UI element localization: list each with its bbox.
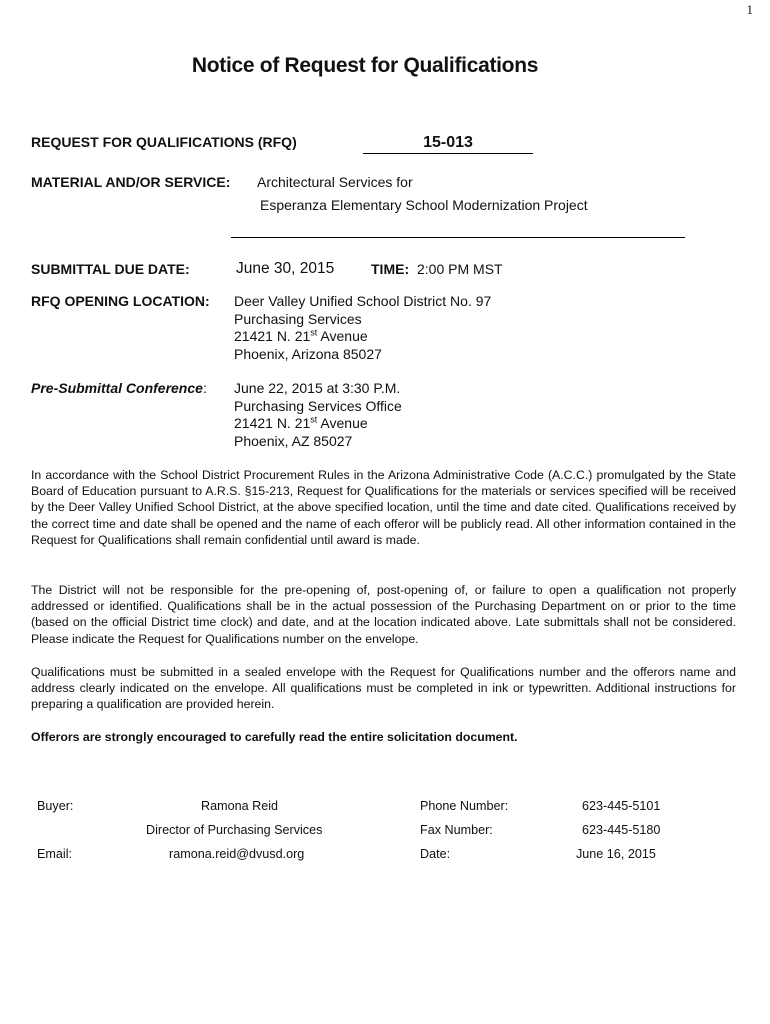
phone-label: Phone Number: bbox=[420, 799, 509, 813]
conference-label: Pre-Submittal Conference: bbox=[31, 380, 207, 396]
material-label: MATERIAL AND/OR SERVICE: bbox=[31, 174, 231, 190]
submittal-time: 2:00 PM MST bbox=[417, 261, 503, 277]
buyer-title: Director of Purchasing Services bbox=[146, 823, 323, 837]
opening-address-line-3: 21421 N. 21st Avenue bbox=[234, 327, 368, 344]
notice-date: June 16, 2015 bbox=[576, 847, 656, 861]
rfq-number: 15-013 bbox=[363, 134, 533, 154]
phone-number: 623-445-5101 bbox=[582, 799, 661, 813]
solicitation-notice: Offerors are strongly encouraged to carefully read the entire solicitation document. bbox=[31, 730, 518, 744]
paragraph-submission: Qualifications must be submitted in a sealed envelope with the Request for Qualifications number and the offerors name and address clearly indicated on the envelope. All qualifications must be completed in ink or typewritten. Additional instructions for preparing a qualification are provided herein. bbox=[31, 665, 736, 712]
opening-address-line-2: Purchasing Services bbox=[234, 310, 362, 327]
date-label: Date: bbox=[420, 847, 451, 861]
material-line-1: Architectural Services for bbox=[257, 174, 413, 190]
submittal-due-date: June 30, 2015 bbox=[236, 260, 335, 277]
conference-details bbox=[234, 380, 402, 450]
fax-number: 623-445-5180 bbox=[582, 823, 661, 837]
page-number: 1 bbox=[746, 2, 753, 17]
opening-location-label: RFQ OPENING LOCATION: bbox=[31, 293, 210, 309]
rfq-label: REQUEST FOR QUALIFICATIONS (RFQ) bbox=[31, 134, 297, 150]
divider-line bbox=[231, 237, 685, 238]
paragraph-responsibility: The District will not be responsible for the pre-opening of, post-opening of, or failure to open a qualification not properly addressed or identified. Qualifications shall be in the actual possession of the Purchasing Department on or prior to the time (based on the official District time clock) and date, and at the location indicated above. Late submittals shall not be considered. Please indicate the Request for Qualifications number on the envelope. bbox=[31, 583, 736, 646]
time-label: TIME: bbox=[371, 261, 410, 277]
submittal-due-label: SUBMITTAL DUE DATE: bbox=[31, 261, 190, 277]
email-address: ramona.reid@dvusd.org bbox=[169, 847, 305, 861]
buyer-label: Buyer: bbox=[37, 799, 74, 813]
conference-line-4: Phoenix, AZ 85027 bbox=[234, 432, 353, 449]
conference-line-3: 21421 N. 21st Avenue bbox=[234, 414, 368, 431]
paragraph-procurement-rules: In accordance with the School District Procurement Rules in the Arizona Administrative Code (A.C.C.) promulgated by the State Board of Education pursuant to A.R.S. §15-213, Request for Qualifications for the materials or services specified will be received by the Deer Valley Unified School District, at the above specified location, until the time and date cited. Qualifications received by the correct time and date shall be opened and the name of each offeror will be publicly read. All other information contained in the Request for Qualifications shall remain confidential until award is made. bbox=[31, 468, 736, 547]
opening-location-address bbox=[234, 293, 491, 363]
page-title: Notice of Request for Qualifications bbox=[191, 54, 539, 77]
conference-line-2: Purchasing Services Office bbox=[234, 397, 402, 414]
email-label: Email: bbox=[37, 847, 72, 861]
fax-label: Fax Number: bbox=[420, 823, 493, 837]
opening-address-line-4: Phoenix, Arizona 85027 bbox=[234, 345, 382, 362]
buyer-name: Ramona Reid bbox=[201, 799, 279, 813]
conference-line-1: June 22, 2015 at 3:30 P.M. bbox=[234, 380, 401, 396]
material-line-2: Esperanza Elementary School Modernization Project bbox=[260, 197, 588, 213]
opening-address-line-1: Deer Valley Unified School District No. 97 bbox=[234, 293, 492, 309]
